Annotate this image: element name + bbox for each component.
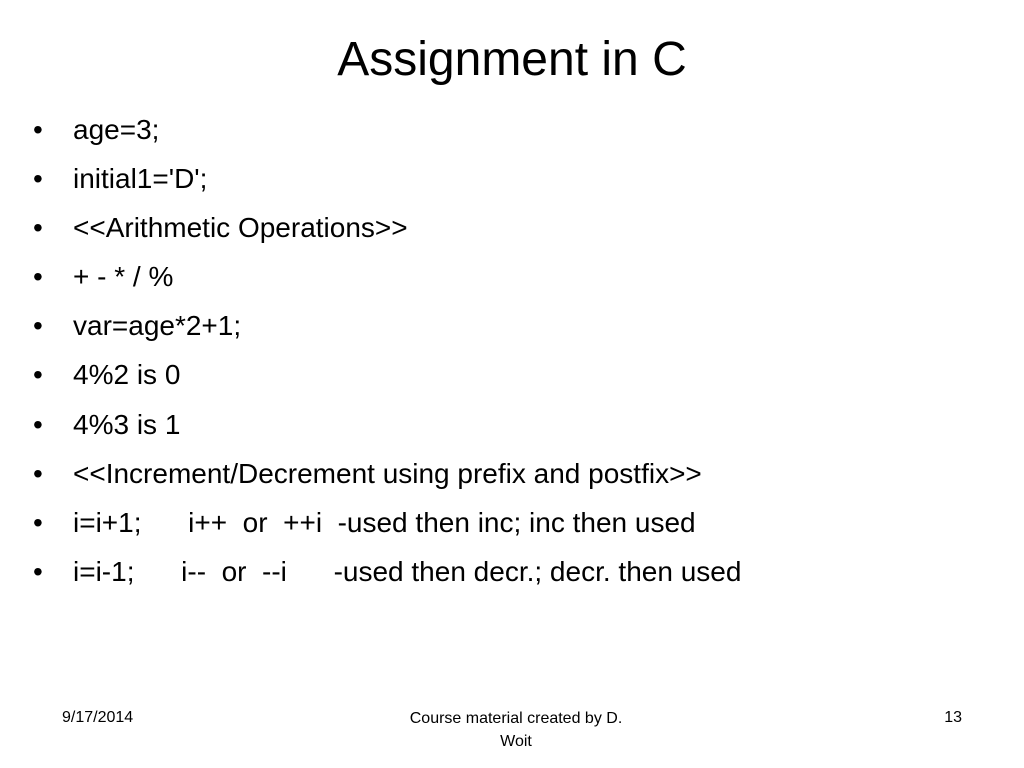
- bullet-item: [33, 454, 702, 503]
- bullet-text: + - * / %: [73, 261, 174, 293]
- bullet-item: [33, 503, 696, 552]
- bullet-text: i=i+1; i++ or ++i -used then inc; inc then used: [73, 506, 696, 538]
- bullet-text: age=3;: [73, 114, 160, 145]
- bullet-item: [33, 208, 408, 257]
- bullet-item: [33, 110, 160, 159]
- bullet-text: var=age*2+1;: [73, 310, 242, 342]
- bullet-text: i=i-1; i-- or --i -used then decr.; decr. then used: [73, 555, 742, 587]
- bullet-icon: •: [33, 359, 43, 391]
- footer-credit-line: Course material created by D.: [409, 710, 623, 727]
- footer-date: 9/17/2014: [62, 709, 134, 726]
- bullet-text: <<Arithmetic Operations>>: [73, 212, 408, 244]
- bullet-icon: •: [33, 163, 43, 195]
- bullet-icon: •: [33, 555, 43, 587]
- bullet-item: [33, 257, 174, 306]
- bullet-item: [33, 552, 742, 601]
- bullet-text: initial1='D';: [73, 163, 208, 195]
- bullet-text: <<Increment/Decrement using prefix and postfix>>: [73, 457, 702, 489]
- bullet-icon: •: [33, 310, 43, 342]
- bullet-icon: •: [33, 114, 43, 145]
- bullet-item: [33, 306, 242, 355]
- bullet-icon: •: [33, 506, 43, 538]
- footer-credit-line: Woit: [500, 733, 532, 750]
- bullet-item: [33, 355, 181, 404]
- bullet-text: 4%2 is 0: [73, 359, 181, 391]
- bullet-icon: •: [33, 212, 43, 244]
- bullet-item: [33, 405, 181, 454]
- bullet-icon: •: [33, 408, 43, 440]
- page-number: 13: [944, 709, 962, 726]
- bullet-icon: •: [33, 457, 43, 489]
- bullet-text: 4%3 is 1: [73, 408, 181, 440]
- bullet-item: [33, 159, 208, 208]
- slide-title: Assignment in C: [337, 33, 687, 86]
- footer-credit: [366, 707, 666, 753]
- bullet-list: [33, 110, 742, 601]
- bullet-icon: •: [33, 261, 43, 293]
